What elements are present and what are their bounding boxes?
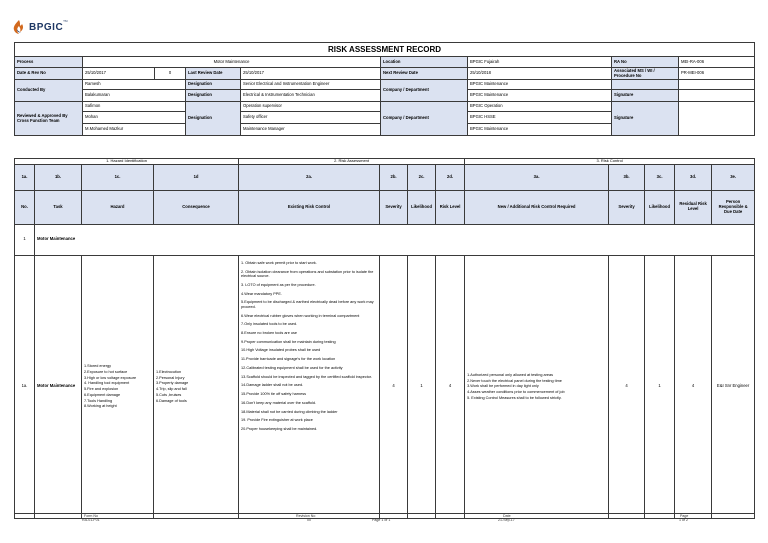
column-header: Task [35, 190, 82, 224]
list-item: 12.Calibrated testing equipment shall be used for the activity [241, 365, 343, 370]
designation-label: Designation [186, 90, 241, 102]
next-review-value: 25/10/2018 [468, 68, 612, 80]
header-table [14, 42, 755, 136]
list-item: 15.Provide 100% tie off safety harness [241, 392, 306, 397]
existing-control-list [239, 255, 380, 518]
list-item: 3.High or low voltage exposure [84, 375, 137, 380]
list-item: 1.Authorized personal only allowed at testing areas [467, 372, 553, 377]
list-item: 13.Scaffold should be inspected and tagged by the certified scaffold inspector. [241, 374, 372, 379]
list-item: 3.Work shall be performed in day light only [467, 384, 539, 389]
process-label: Process [15, 57, 83, 68]
column-code: 2a. [239, 164, 380, 190]
reviewer-name: M.Mohamed Mazkur [83, 124, 186, 136]
column-code: 3b. [609, 164, 645, 190]
company-logo [12, 16, 68, 38]
column-code: 1b. [35, 164, 82, 190]
footer-date-value: 21-Sep-17 [498, 517, 515, 522]
location-value: BPGIC Fujairah [468, 57, 612, 68]
column-code: 1c. [82, 164, 154, 190]
list-item: 2.Exposure to hot surface [84, 369, 128, 374]
group-title: Motor Maintenance [35, 224, 755, 255]
column-header: Residual Risk Level [675, 190, 712, 224]
column-header: Likelihood [408, 190, 436, 224]
page-footer [14, 513, 754, 521]
conducted-name: Balakumaran [83, 90, 186, 102]
section-risk-assessment: 2. Risk Assessment [239, 159, 465, 165]
conducted-name: Ramesh [83, 80, 186, 90]
last-review-value: 25/10/2017 [241, 68, 381, 80]
new-control-list [465, 255, 609, 518]
list-item: 8.Ensure no broken tools are use [241, 331, 297, 336]
severity-value: 4 [380, 255, 408, 518]
signature-label: Signature [612, 90, 679, 102]
reviewer-company: BPGIC HSSE [468, 112, 612, 124]
row-number: 1a. [15, 255, 35, 518]
group-number: 1 [15, 224, 35, 255]
conducted-company: BPGIC Maintenance [468, 90, 612, 102]
form-no-label: Form No [84, 514, 98, 518]
flame-logo-icon [12, 19, 26, 35]
ra-no-value: MEI-RA-006 [679, 57, 755, 68]
list-item: 5.Cuts ,bruises [156, 392, 182, 397]
list-item: 11.Provide barricade and signage's for the work location [241, 357, 336, 362]
list-item: 1.Stored energy [84, 364, 112, 369]
list-item: 7.Only insulated tools to be used. [241, 322, 298, 327]
next-review-label: Next Review Date [381, 68, 468, 80]
column-header: Hazard [82, 190, 154, 224]
date-value: 25/10/2017 [83, 68, 155, 80]
reviewer-name: Safimon [83, 102, 186, 112]
conducted-by-label: Conducted By [15, 80, 83, 102]
reviewer-name: Mohan [83, 112, 186, 124]
column-header: Existing Risk Control [239, 190, 380, 224]
process-value: Motor Maintenance [83, 57, 381, 68]
column-header: Consequence [154, 190, 239, 224]
signature-value [679, 80, 755, 90]
list-item: 1. Obtain safe work permit prior to start work. [241, 260, 317, 265]
residual-risk-value: 4 [675, 255, 712, 518]
list-item: 19. Provide Fire extinguisher at work place [241, 418, 313, 423]
footer-page-label: Page [680, 514, 689, 518]
rev-value: 0 [155, 68, 186, 80]
list-item: 14.Damage ladder shall not be used. [241, 383, 304, 388]
list-item: 7.Tools Handling [84, 398, 113, 403]
reviewer-designation: Safety officer [241, 112, 381, 124]
conducted-company: BPGIC Maintenance [468, 80, 612, 90]
list-item: 2. Obtain isolation clearance from operations and substation prior to isolate the electrical source. [241, 269, 374, 279]
column-code: 3a. [465, 164, 609, 190]
column-code: 1d [154, 164, 239, 190]
list-item: 2.Never touch the electrical panel during the testing time [467, 378, 562, 383]
page-title: RISK ASSESSMENT RECORD [15, 43, 755, 57]
signature-value [679, 102, 755, 136]
column-header: Risk Level [436, 190, 465, 224]
column-code: 1a. [15, 164, 35, 190]
list-item: 1.Electrocution [156, 369, 182, 374]
column-header: Severity [609, 190, 645, 224]
designation-label: Designation [186, 102, 241, 136]
list-item: 16.Don't keep any material over the scaffold. [241, 400, 316, 405]
list-item: 18.Material shall not be carried during climbing the ladder [241, 409, 338, 414]
list-item: 3.Property damage [156, 381, 189, 386]
logo-text: BPGIC [29, 21, 64, 33]
ra-no-label: RA No [612, 57, 679, 68]
risk-level-value: 4 [436, 255, 465, 518]
column-header: New / Additional Risk Control Required [465, 190, 609, 224]
column-header: Person Responsible & Due Date [712, 190, 755, 224]
last-review-label: Last Review Date [186, 68, 241, 80]
row-task: Motor Maintenance [35, 255, 82, 518]
column-header: No. [15, 190, 35, 224]
logo-trademark: TM [63, 19, 68, 23]
hazard-list [82, 255, 154, 518]
list-item: 2.Personal Injury [156, 375, 185, 380]
reviewed-by-label: Reviewed & Approved By Cross Function Team [15, 102, 83, 136]
list-item: 9.Proper communication shall be maintain during testing [241, 339, 336, 344]
conducted-designation: Senior Electrical and Instrumentation Engineer [241, 80, 381, 90]
form-no-value: RA-01-F01 [82, 517, 100, 522]
footer-page-value: 1 of 2 [679, 517, 688, 522]
list-item: 5. Existing Control Measures shall to be followed strictly. [467, 395, 562, 400]
company-label: Company / Department [381, 102, 468, 136]
person-responsible-value: E&I Snr Engineer [712, 255, 755, 518]
risk-table [14, 158, 755, 519]
reviewer-company: BPGIC Operation [468, 102, 612, 112]
list-item: 10.High Voltage insulated probes shall be used [241, 348, 321, 353]
signature-value [679, 90, 755, 102]
list-item: 4.Asses weather conditions prior to commencement of job [467, 390, 565, 395]
location-label: Location [381, 57, 468, 68]
column-code: 2c. [408, 164, 436, 190]
section-risk-control: 3. Risk Control [465, 159, 755, 165]
list-item: 6.Wear electrical rubber gloves when working in terminal compartment [241, 313, 360, 318]
assoc-procedure-label: Associated MS / WI / Procedure No [612, 68, 679, 80]
consequence-list [154, 255, 239, 518]
residual-severity-value: 4 [609, 255, 645, 518]
revision-value: 00 [307, 517, 311, 522]
list-item: 6.Damage of tools [156, 398, 187, 403]
column-code: 3c. [645, 164, 675, 190]
column-code: 2b. [380, 164, 408, 190]
list-item: 4.Wear mandatory PPE. [241, 291, 282, 296]
list-item: 4.Trip, slip and fall [156, 387, 187, 392]
list-item: 6.Equipment damage [84, 392, 121, 397]
list-item: 5.Fire and explosion [84, 387, 119, 392]
column-code: 2d. [436, 164, 465, 190]
assoc-procedure-value: PR-MEI-006 [679, 68, 755, 80]
date-rev-label: Date & Rev No [15, 68, 83, 80]
list-item: 4. Handling tool equipment [84, 381, 130, 386]
designation-label: Designation [186, 80, 241, 90]
column-header: Likelihood [645, 190, 675, 224]
column-code: 3d. [675, 164, 712, 190]
column-header: Severity [380, 190, 408, 224]
page-of-label: Page 1 of 1 [372, 517, 391, 522]
list-item: 8.Working at height [84, 404, 117, 409]
list-item: 20.Proper housekeeping shall be maintained. [241, 427, 318, 432]
residual-likelihood-value: 1 [645, 255, 675, 518]
footer-date-label: Date [503, 514, 511, 518]
list-item: 3. LOTO of equipment as per the procedure. [241, 282, 316, 287]
list-item: 5.Equipment to be discharged & earthed electrically dead before any work may proceed. [241, 300, 374, 309]
signature-cell [612, 80, 679, 90]
reviewer-designation: Operation supervisor [241, 102, 381, 112]
column-code: 3e. [712, 164, 755, 190]
conducted-designation: Electrical & Instrumentation Technician [241, 90, 381, 102]
company-label: Company / Department [381, 80, 468, 102]
section-hazard-identification: 1. Hazard Identification [15, 159, 239, 165]
reviewer-company: BPGIC Maintenance [468, 124, 612, 136]
reviewer-designation: Maintenance Manager [241, 124, 381, 136]
likelihood-value: 1 [408, 255, 436, 518]
signature-label: Signature [612, 102, 679, 136]
revision-label: Revision No [296, 514, 316, 518]
